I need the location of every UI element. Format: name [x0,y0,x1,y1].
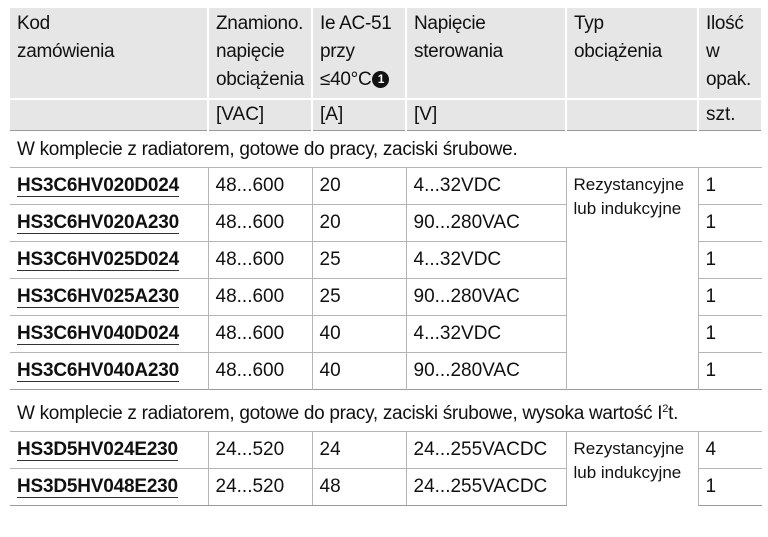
control-voltage: 24...255VACDC [406,432,566,469]
rated-voltage: 48...600 [208,316,312,353]
product-code: HS3C6HV020D024 [10,168,208,205]
rated-current: 24 [312,432,406,469]
header-code: Kod zamówienia [10,8,208,99]
product-code: HS3C6HV025A230 [10,279,208,316]
unit-current: [A] [312,99,406,131]
rated-voltage: 48...600 [208,205,312,242]
control-voltage: 90...280VAC [406,353,566,390]
table-row [10,168,762,205]
rated-current: 40 [312,353,406,390]
pack-qty: 1 [698,205,762,242]
pack-qty: 1 [698,168,762,205]
unit-voltage: [VAC] [208,99,312,131]
pack-qty: 1 [698,279,762,316]
footnote-marker: 1 [372,71,389,88]
control-voltage: 90...280VAC [406,279,566,316]
unit-load [566,99,698,131]
section-1-title-row [10,131,762,168]
rated-current: 20 [312,205,406,242]
control-voltage: 90...280VAC [406,205,566,242]
unit-qty: szt. [698,99,762,131]
rated-current: 25 [312,279,406,316]
control-voltage: 24...255VACDC [406,469,566,506]
section-2-title: W komplecie z radiatorem, gotowe do pracy, zaciski śrubowe, wysoka wartość $I^2t$. [10,390,762,432]
product-code: HS3D5HV024E230 [10,432,208,469]
rated-voltage: 48...600 [208,168,312,205]
units-row [10,99,762,131]
product-table [10,8,763,506]
rated-voltage: 48...600 [208,242,312,279]
product-code: HS3C6HV020A230 [10,205,208,242]
load-type: Rezystancyjne lub indukcyjne [566,432,698,506]
pack-qty: 1 [698,316,762,353]
product-code: HS3D5HV048E230 [10,469,208,506]
rated-current: 40 [312,316,406,353]
unit-control: [V] [406,99,566,131]
section-1-title: W komplecie z radiatorem, gotowe do pracy, zaciski śrubowe. [10,131,762,168]
control-voltage: 4...32VDC [406,242,566,279]
product-code: HS3C6HV040D024 [10,316,208,353]
table-row [10,432,762,469]
header-control: Napięcie sterowania [406,8,566,99]
rated-voltage: 24...520 [208,469,312,506]
control-voltage: 4...32VDC [406,316,566,353]
header-voltage: Znamiono. napięcie obciążenia [208,8,312,99]
header-load: Typ obciążenia [566,8,698,99]
rated-current: 48 [312,469,406,506]
control-voltage: 4...32VDC [406,168,566,205]
rated-voltage: 48...600 [208,279,312,316]
product-code: HS3C6HV040A230 [10,353,208,390]
header-current: Ie AC-51 przy ≤40°C 1 [312,8,406,99]
load-type: Rezystancyjne lub indukcyjne [566,168,698,390]
unit-code [10,99,208,131]
pack-qty: 1 [698,469,762,506]
rated-current: 20 [312,168,406,205]
rated-current: 25 [312,242,406,279]
product-code: HS3C6HV025D024 [10,242,208,279]
rated-voltage: 48...600 [208,353,312,390]
pack-qty: 1 [698,353,762,390]
rated-voltage: 24...520 [208,432,312,469]
pack-qty: 1 [698,242,762,279]
section-2-title-row [10,390,762,432]
pack-qty: 4 [698,432,762,469]
header-qty: Ilość w opak. [698,8,762,99]
header-row [10,8,762,99]
